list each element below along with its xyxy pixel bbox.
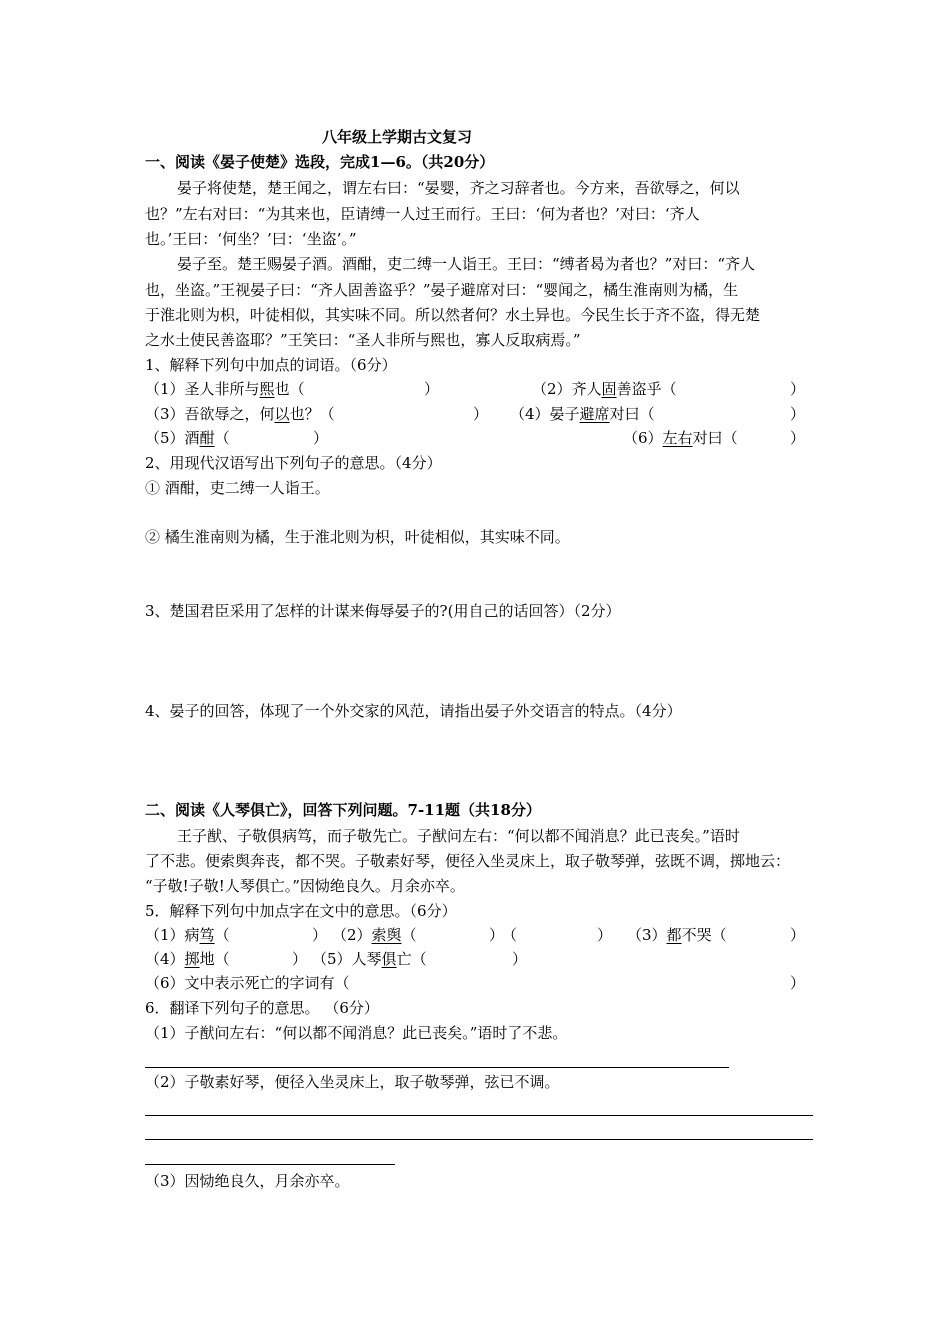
answer-blank-close: ） (790, 926, 806, 944)
question-5-item: （3）都不哭（ (627, 926, 727, 944)
question-5-stem: 5．解释下列句中加点字在文中的意思。（6分） (145, 902, 457, 920)
answer-blank-close: ） (790, 429, 806, 447)
answer-blank-close: ） (512, 950, 528, 968)
question-1-item: （4）晏子避席对曰（ (510, 405, 655, 423)
question-2-stem: 2、用现代汉语写出下列句子的意思。（4分） (145, 454, 442, 472)
dotted-word: 都 (666, 926, 682, 944)
question-2-item: ② 橘生淮南则为橘，生于淮北则为枳，叶徒相似，其实味不同。 (145, 528, 570, 546)
passage-2-line: 王子猷、子敬俱病笃，而子敬先亡。子猷问左右：“何以都不闻消息？此已丧矣。”语时 (177, 827, 740, 845)
dotted-word: 左右 (662, 429, 693, 447)
passage-1-line: 晏子将使楚，楚王闻之，谓左右曰：“晏婴，齐之习辞者也。今方来，吾欲辱之，何以 (177, 179, 740, 197)
answer-line[interactable] (145, 1164, 395, 1165)
answer-blank-close: ） (424, 380, 440, 398)
answer-blank-close: ） (313, 429, 329, 447)
question-5-item: （5）人琴俱亡（ (312, 950, 427, 968)
dotted-word: 固 (601, 380, 617, 398)
dotted-word: 避席 (579, 405, 610, 423)
question-6-stem: 6．翻译下列句子的意思。 （6分） (145, 999, 379, 1017)
question-1-item: （1）圣人非所与熙也（ (145, 380, 305, 398)
question-1-item: （6）左右对曰（ (623, 429, 738, 447)
dotted-word: 以 (274, 405, 290, 423)
question-1-item: （2）齐人固善盗乎（ (532, 380, 677, 398)
answer-blank-close: ） (292, 950, 308, 968)
question-3: 3、楚国君臣采用了怎样的计谋来侮辱晏子的?(用自己的话回答）（2分） (145, 602, 621, 620)
passage-1-line: 也，坐盗。”王视晏子曰：“齐人固善盗乎？”晏子避席对曰：“婴闻之，橘生淮南则为橘，生 (145, 281, 739, 299)
answer-blank-close: ） (790, 405, 806, 423)
passage-1-line: 之水土使民善盗耶？”王笑曰：“圣人非所与熙也，寡人反取病焉。” (145, 331, 581, 349)
dotted-word: 掷 (184, 950, 200, 968)
question-5-item: （1）病笃（ (145, 926, 230, 944)
answer-blank-close: ） (790, 974, 806, 992)
answer-blank-close: ） (473, 405, 489, 423)
answer-line[interactable] (145, 1139, 813, 1140)
answer-blank-close: ） (790, 380, 806, 398)
page-title: 八年级上学期古文复习 (322, 128, 473, 146)
dotted-word: 笃 (199, 926, 215, 944)
question-5-item: （6）文中表示死亡的字词有（ (145, 974, 350, 992)
dotted-word: 熙 (259, 380, 275, 398)
answer-blank-close: ） (489, 926, 505, 944)
question-1-stem: 1、解释下列句中加点的词语。（6分） (145, 356, 397, 374)
answer-blank-open: （ (502, 926, 518, 944)
answer-blank-close: ） (597, 926, 613, 944)
passage-2-line: 了不悲。便索舆奔丧，都不哭。子敬素好琴，便径入坐灵床上，取子敬琴弹，弦既不调，掷地云： (145, 852, 791, 870)
passage-2-line: “子敬!子敬!人琴俱亡。”因恸绝良久。月余亦卒。 (145, 877, 465, 895)
question-5-item: （2）索舆（ (332, 926, 417, 944)
question-6-item: （1）子猷问左右：“何以都不闻消息？此已丧矣。”语时了不悲。 (145, 1024, 568, 1042)
section-2-heading: 二、阅读《人琴俱亡》，回答下列问题。7-11题（共18分） (145, 801, 541, 819)
passage-1-line: 也。’王曰：‘何坐？’曰：‘坐盗’。” (145, 230, 357, 248)
dotted-word: 索舆 (371, 926, 402, 944)
question-1-item: （5）酒酣（ (145, 429, 230, 447)
answer-blank-close: ） (312, 926, 328, 944)
question-1-item: （3）吾欲辱之，何以也？（ (145, 405, 335, 423)
question-4: 4、晏子的回答，体现了一个外交家的风范，请指出晏子外交语言的特点。（4分） (145, 702, 682, 720)
question-6-item: （3）因恸绝良久，月余亦卒。 (145, 1172, 350, 1190)
question-6-item: （2）子敬素好琴，便径入坐灵床上，取子敬琴弹，弦已不调。 (145, 1073, 560, 1091)
section-1-heading: 一、阅读《晏子使楚》选段，完成1—6。（共20分） (145, 153, 495, 171)
question-2-item: ① 酒酣，吏二缚一人诣王。 (145, 479, 330, 497)
passage-1-line: 于淮北则为枳，叶徒相似，其实味不同。所以然者何？水土异也。今民生长于齐不盗，得无楚 (145, 306, 761, 324)
dotted-word: 俱 (381, 950, 397, 968)
answer-line[interactable] (145, 1067, 729, 1068)
answer-line[interactable] (145, 1115, 813, 1116)
dotted-word: 酣 (199, 429, 215, 447)
passage-1-line: 晏子至。楚王赐晏子酒。酒酣，吏二缚一人诣王。王曰：“缚者曷为者也？”对曰：“齐人 (177, 255, 756, 273)
passage-1-line: 也？”左右对曰：“为其来也，臣请缚一人过王而行。王曰：‘何为者也？’对曰：‘齐人 (145, 205, 700, 223)
question-5-item: （4）掷地（ (145, 950, 230, 968)
